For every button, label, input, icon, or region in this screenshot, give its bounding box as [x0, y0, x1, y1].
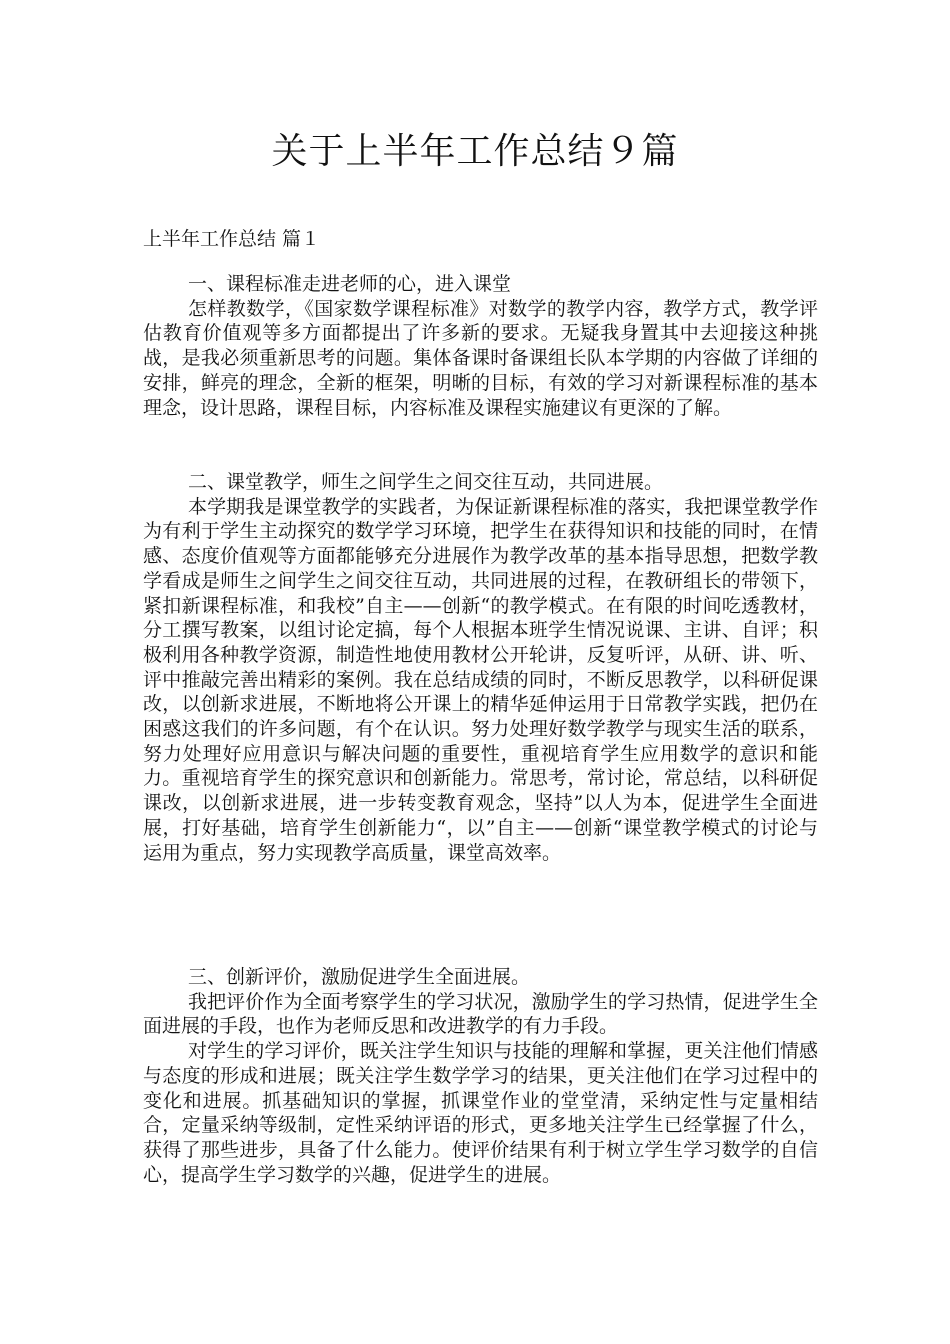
part-2-heading: 二、课堂教学，师生之间学生之间交往互动，共同进展。 [188, 471, 664, 493]
section-label: 上半年工作总结 篇１ [143, 228, 321, 250]
part-2 [143, 470, 818, 865]
part-3-paragraph-1: 我把评价作为全面考察学生的学习状况，激励学生的学习热情，促进学生全面进展的手段，也作为老师反思和改进教学的有力手段。 [143, 990, 818, 1038]
document-title: 关于上半年工作总结９篇 [271, 131, 679, 172]
part-3-heading: 三、创新评价，激励促进学生全面进展。 [188, 966, 531, 988]
part-1 [143, 272, 818, 420]
part-1-paragraph-1: 怎样教数学，《国家数学课程标准》对数学的教学内容，教学方式，教学评估教育价值观等多方面都提出了许多新的要求。无疑我身置其中去迎接这种挑战，是我必须重新思考的问题。集体备课时备课组长队本学期的内容做了详细的安排，鲜亮的理念，全新的框架，明晰的目标，有效的学习对新课程标准的基本理念，设计思路，课程目标，内容标准及课程实施建议有更深的了解。 [143, 297, 818, 419]
part-2-paragraph-1: 本学期我是课堂教学的实践者，为保证新课程标准的落实，我把课堂教学作为有利于学生主动探究的数学学习环境，把学生在获得知识和技能的同时，在情感、态度价值观等方面都能够充分进展作为教学改革的基本指导思想，把数学教学看成是师生之间学生之间交往互动，共同进展的过程，在教研组长的带领下，紧扣新课程标准，和我校”自主——创新“的教学模式。在有限的时间吃透教材，分工撰写教案，以组讨论定搞，每个人根据本班学生情况说课、主讲、自评；积极利用各种教学资源，制造性地使用教材公开轮讲，反复听评，从研、讲、听、评中推敲完善出精彩的案例。我在总结成绩的同时，不断反思教学，以科研促课改，以创新求进展，不断地将公开课上的精华延伸运用于日常教学实践，把仍在困惑这我们的许多问题，有个在认识。努力处理好数学教学与现实生活的联系，努力处理好应用意识与解决问题的重要性，重视培育学生应用数学的意识和能力。重视培育学生的探究意识和创新能力。常思考，常讨论，常总结，以科研促课改，以创新求进展，进一步转变教育观念，坚持”以人为本，促进学生全面进展，打好基础，培育学生创新能力“，以”自主——创新“课堂教学模式的讨论与运用为重点，努力实现教学高质量，课堂高效率。 [143, 495, 818, 864]
part-3-paragraph-2: 对学生的学习评价，既关注学生知识与技能的理解和掌握，更关注他们情感与态度的形成和进展；既关注学生数学学习的结果，更关注他们在学习过程中的变化和进展。抓基础知识的掌握，抓课堂作业的堂堂清，采纳定性与定量相结合，定量采纳等级制，定性采纳评语的形式，更多地关注学生已经掌握了什么，获得了那些进步，具备了什么能力。使评价结果有利于树立学生学习数学的自信心，提高学生学习数学的兴趣，促进学生的进展。 [143, 1040, 818, 1186]
part-3 [143, 965, 818, 1187]
part-1-heading: 一、课程标准走进老师的心，进入课堂 [188, 273, 512, 295]
